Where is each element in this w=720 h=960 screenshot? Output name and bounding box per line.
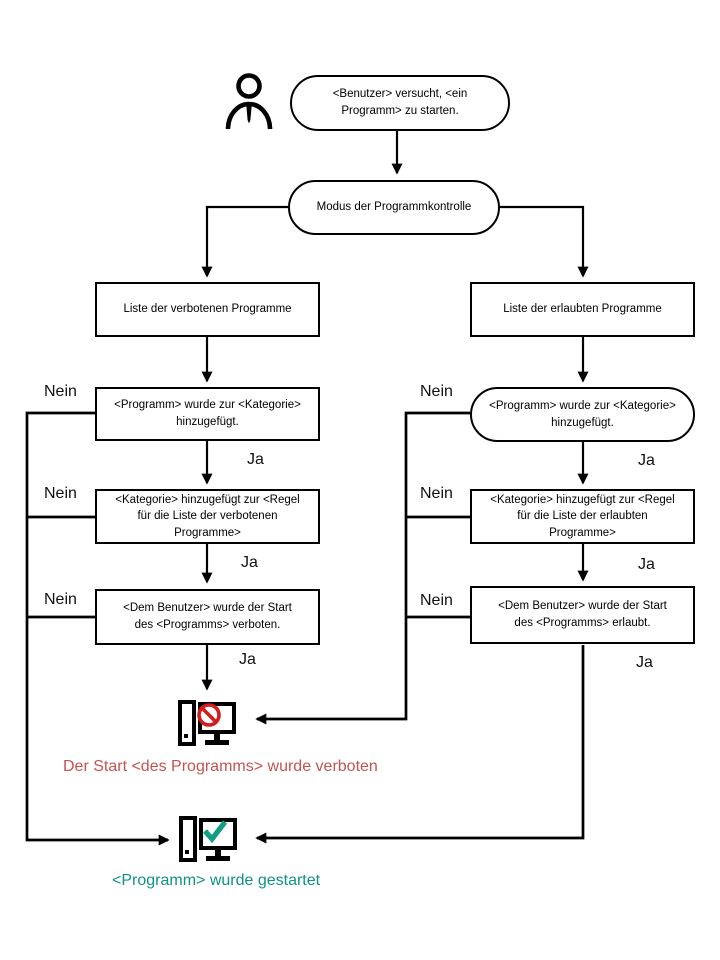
node-deny-category-check [95,387,320,441]
connector-allow3-ja-to-started [257,645,583,838]
node-allow-user-check [470,586,695,644]
user-icon [222,72,276,132]
blocked-outcome-text: Der Start <des Programms> wurde verboten [63,758,378,775]
computer-started-icon [177,812,237,866]
node-allow-category-check [470,387,695,442]
started-outcome-text: <Programm> wurde gestartet [112,872,321,889]
node-deny-user-check-label: <Dem Benutzer> wurde der Start des <Programms> verboten. [123,602,292,631]
label-nein-left-2: Nein [44,485,77,502]
node-allow-category-check-label: <Programm> wurde zur <Kategorie> hinzugefügt. [489,399,676,429]
connector-mode-to-allowlist [500,207,583,276]
node-start [290,75,510,131]
label-nein-right-1: Nein [420,383,453,400]
node-deny-category-check-label: <Programm> wurde zur <Kategorie> hinzugefügt. [114,399,301,428]
node-deny-list [95,282,320,337]
label-ja-right-1: Ja [638,452,655,469]
label-nein-right-3: Nein [420,592,453,609]
node-deny-list-label: Liste der verbotenen Programme [123,303,292,316]
label-nein-left-3: Nein [44,591,77,608]
node-deny-rule-check-label: <Kategorie> hinzugefügt zur <Regel für die Liste der verbotenen Programme> [115,493,300,539]
node-allow-list [470,282,695,337]
computer-blocked-icon [176,696,236,750]
node-allow-rule-check [470,489,695,544]
node-control-mode-label: Modus der Programmkontrolle [316,201,472,214]
node-start-label: <Benutzer> versucht, <ein Programm> zu starten. [332,88,468,117]
node-allow-rule-check-label: <Kategorie> hinzugefügt zur <Regel für die Liste der erlaubten Programme> [490,493,675,539]
label-ja-right-2: Ja [638,556,655,573]
node-deny-user-check [95,589,320,645]
prohibition-sign-icon [199,705,219,725]
node-allow-list-label: Liste der erlaubten Programme [503,303,662,316]
label-ja-left-2: Ja [241,554,258,571]
node-deny-rule-check [95,489,320,544]
label-ja-left-1: Ja [247,451,264,468]
connector-right-nein-rail [257,413,470,719]
label-nein-right-2: Nein [420,485,453,502]
label-ja-left-3: Ja [239,651,256,668]
node-control-mode [288,180,500,235]
node-allow-user-check-label: <Dem Benutzer> wurde der Start des <Programms> erlaubt. [498,600,667,629]
label-ja-right-3: Ja [636,654,653,671]
label-nein-left-1: Nein [44,383,77,400]
connector-mode-to-denylist [207,207,288,276]
